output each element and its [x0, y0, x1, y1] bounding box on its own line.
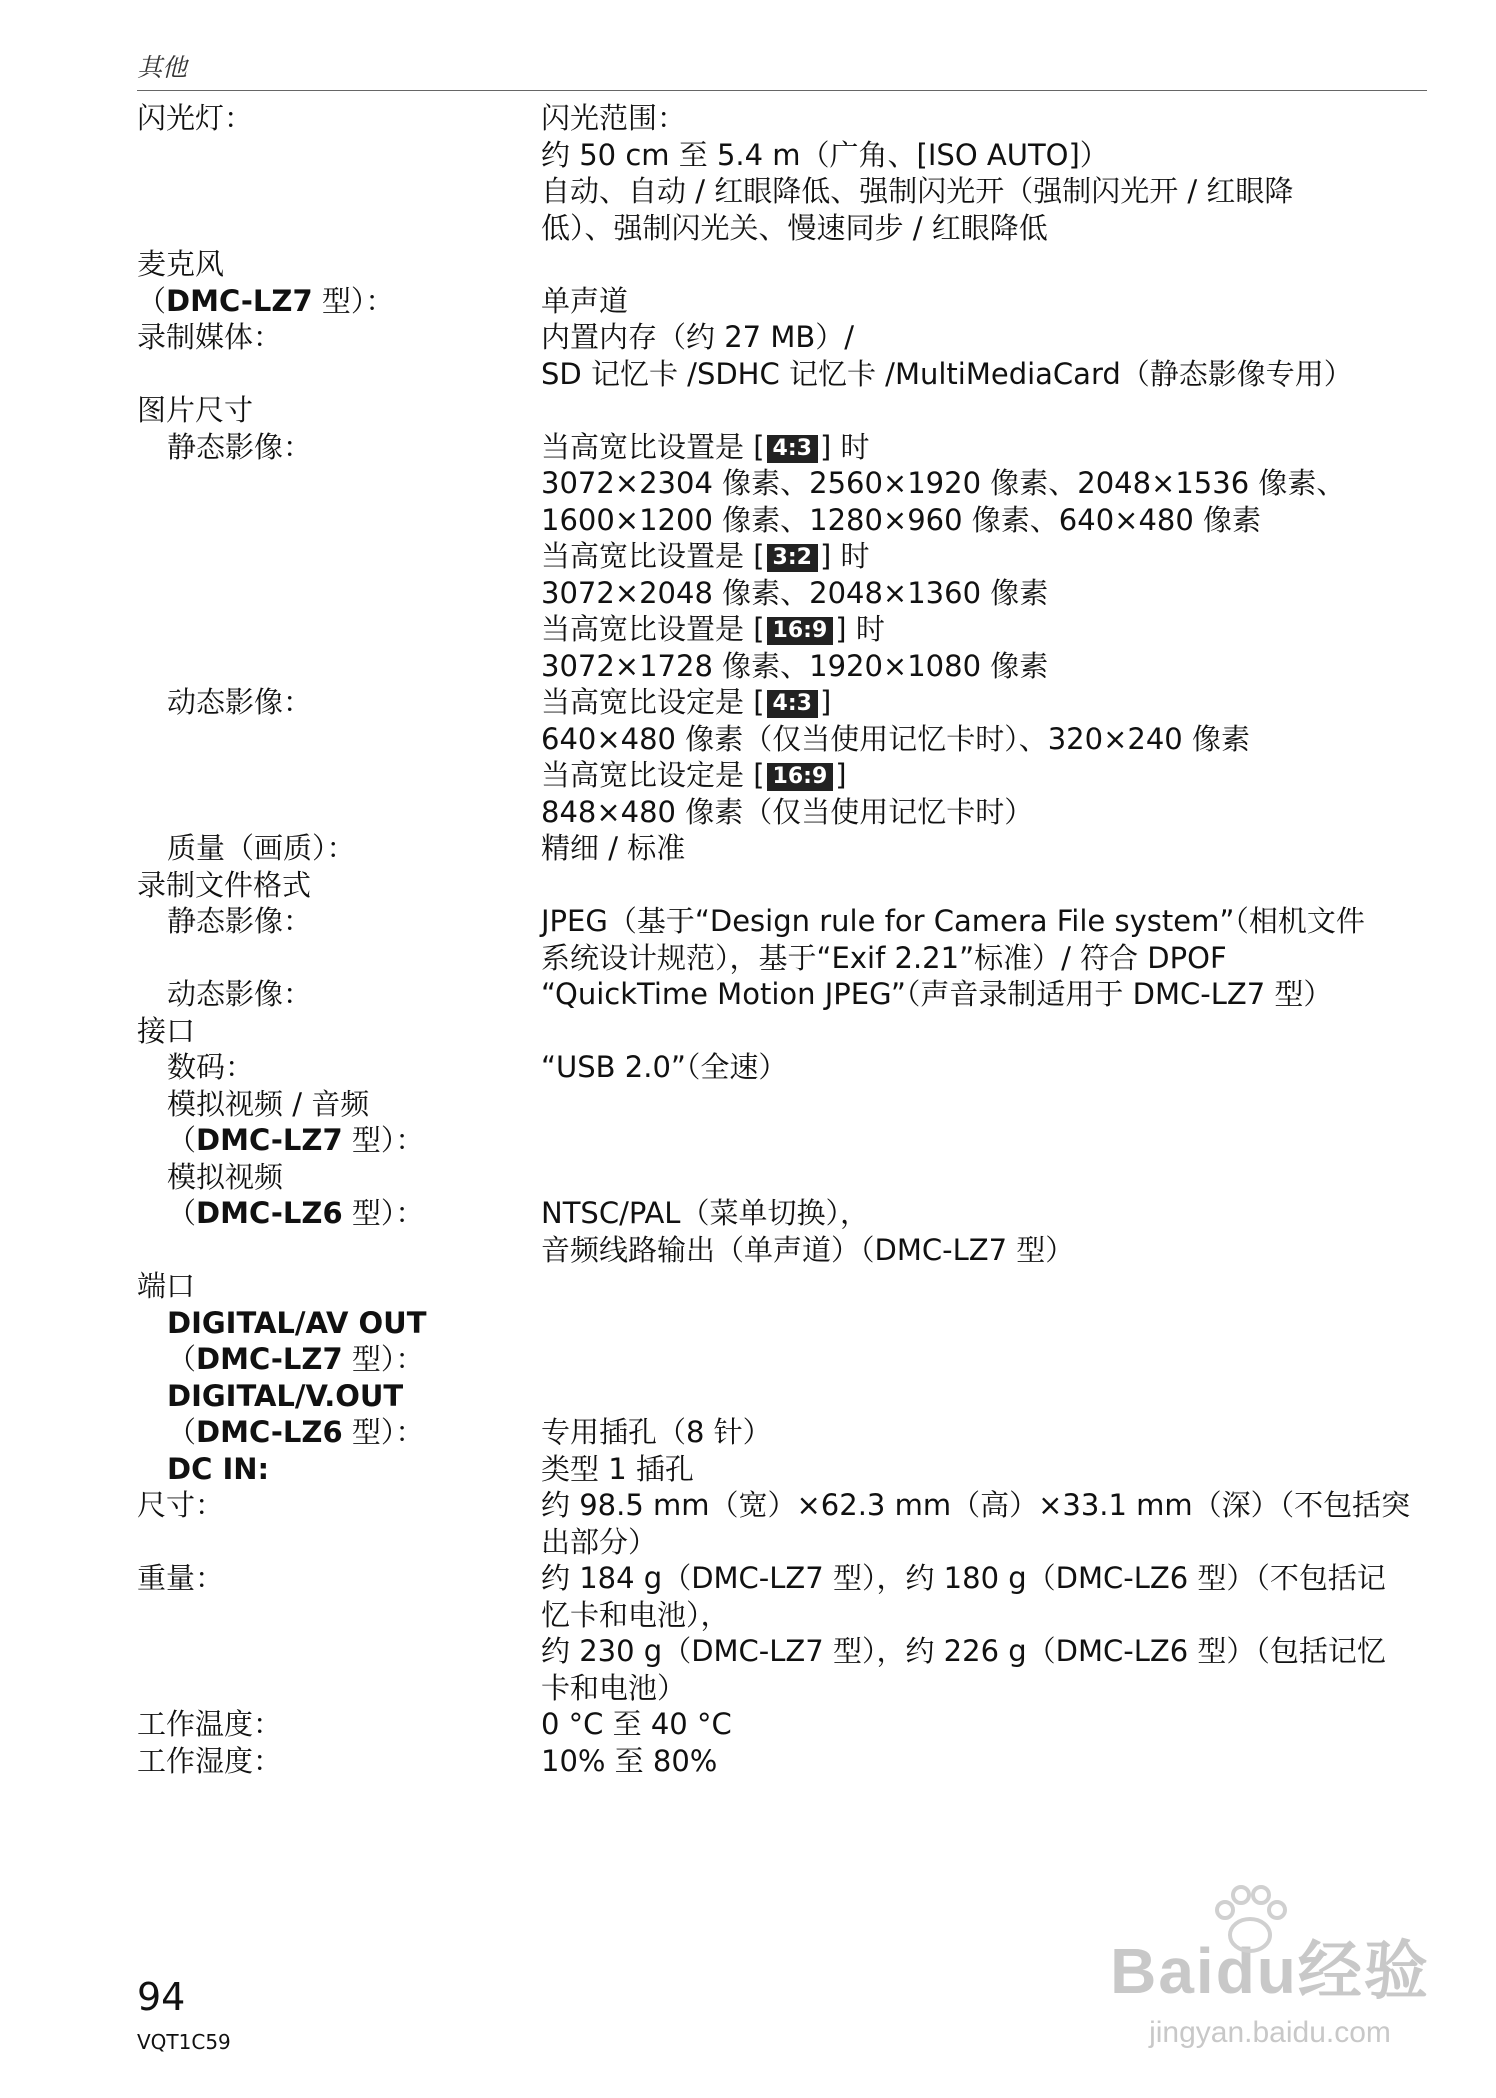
- spec-label: [137, 1743, 541, 1780]
- spec-label-line: 录制文件格式: [137, 867, 312, 902]
- spec-label-line: 模拟视频: [167, 1159, 284, 1194]
- spec-value-line: 约 184 g（DMC-LZ7 型），约 180 g（DMC-LZ6 型）（不包括记: [541, 1561, 1386, 1595]
- spec-value: [541, 1706, 1427, 1743]
- spec-label-line: 工作湿度：: [137, 1743, 283, 1778]
- spec-label: [137, 684, 541, 721]
- spec-label-line: 录制媒体：: [137, 320, 283, 354]
- spec-value-line: 自动、自动 / 红眼降低、强制闪光开（强制闪光开 / 红眼降: [541, 174, 1294, 208]
- spec-value-line: 3072×2048 像素、2048×1360 像素: [541, 575, 1049, 610]
- spec-value-line: 约 230 g（DMC-LZ7 型），约 226 g（DMC-LZ6 型）（包括记忆: [541, 1634, 1386, 1668]
- spec-value-line: 3072×1728 像素、1920×1080 像素: [541, 648, 1049, 683]
- aspect-ratio-icon: 4:3: [767, 435, 818, 463]
- spec-value-line: 专用插孔（8 针）: [541, 1415, 772, 1449]
- spec-value: [541, 1451, 1427, 1488]
- spec-value-line: 低）、强制闪光关、慢速同步 / 红眼降低: [541, 210, 1048, 245]
- spec-label-line: 麦克风: [137, 247, 225, 281]
- aspect-ratio-icon: 3:2: [767, 544, 818, 572]
- spec-label-line: 动态影像：: [167, 977, 313, 1011]
- spec-value: [541, 1305, 1427, 1451]
- spec-row: [137, 830, 1427, 867]
- spec-row: [137, 100, 1427, 246]
- spec-label-line: 质量（画质）：: [167, 831, 356, 865]
- spec-value-line: 单声道: [541, 283, 629, 318]
- baidu-watermark: [1085, 1920, 1455, 2070]
- spec-row: [137, 1451, 1427, 1488]
- page-number: 94: [137, 1975, 186, 2019]
- aspect-ratio-icon: 16:9: [767, 763, 834, 791]
- spec-row: [137, 246, 1427, 319]
- spec-value-line: [541, 1086, 1427, 1123]
- spec-value-line: [541, 392, 1427, 429]
- spec-label: [137, 1268, 541, 1305]
- spec-value: [541, 246, 1427, 319]
- spec-value-line: 约 98.5 mm（宽）×62.3 mm（高）×33.1 mm（深）（不包括突: [541, 1488, 1411, 1522]
- spec-value: [541, 1487, 1427, 1560]
- spec-label: [137, 903, 541, 940]
- spec-row: [137, 392, 1427, 429]
- spec-row: [137, 976, 1427, 1013]
- spec-value: [541, 1268, 1427, 1305]
- spec-value-line: NTSC/PAL（菜单切换），: [541, 1196, 869, 1230]
- spec-label: [137, 1305, 541, 1451]
- spec-value: [541, 1013, 1427, 1050]
- spec-value-line: [541, 1341, 1427, 1378]
- spec-value-line: 10% 至 80%: [541, 1743, 718, 1778]
- spec-label: [137, 1560, 541, 1597]
- spec-value-line: [541, 1268, 1427, 1305]
- watermark-url: jingyan.baidu.com: [1149, 2016, 1391, 2049]
- spec-label-line: 动态影像：: [167, 685, 313, 719]
- spec-label-line: DC IN:: [167, 1451, 270, 1486]
- spec-value-line: 当高宽比设定是 [ 16:9 ]: [541, 758, 847, 792]
- spec-value-line: [541, 1378, 1427, 1415]
- watermark-logo: Baidu经验: [1110, 1935, 1430, 2007]
- spec-value-line: 当高宽比设置是 [ 4:3 ] 时: [541, 429, 870, 464]
- spec-value-line: 闪光范围：: [541, 101, 687, 135]
- spec-value-line: [541, 246, 1427, 283]
- spec-label-line: 工作温度：: [137, 1707, 283, 1741]
- spec-label-line: 静态影像：: [167, 429, 313, 464]
- spec-label: [137, 1013, 541, 1050]
- spec-value: [541, 1743, 1427, 1780]
- spec-value-line: [541, 1159, 1427, 1196]
- spec-label: [137, 1049, 541, 1086]
- spec-label: [137, 1086, 541, 1232]
- spec-value-line: 848×480 像素（仅当使用记忆卡时）: [541, 794, 1034, 829]
- spec-row: [137, 1305, 1427, 1451]
- spec-value-line: 系统设计规范），基于“Exif 2.21”标准）/ 符合 DPOF: [541, 940, 1227, 975]
- spec-value: [541, 830, 1427, 867]
- spec-label-line: 尺寸：: [137, 1488, 225, 1522]
- spec-value-line: 约 50 cm 至 5.4 m（广角、[ISO AUTO]）: [541, 137, 1109, 172]
- spec-label-line: DIGITAL/V.OUT: [167, 1378, 404, 1413]
- spec-value: [541, 1049, 1427, 1086]
- spec-value-line: 640×480 像素（仅当使用记忆卡时）、320×240 像素: [541, 721, 1250, 756]
- spec-label-line: DIGITAL/AV OUT: [167, 1305, 427, 1340]
- spec-value-line: 类型 1 插孔: [541, 1451, 694, 1486]
- spec-label-line: 模拟视频 / 音频: [167, 1086, 370, 1121]
- spec-label: [137, 1706, 541, 1743]
- spec-value-line: [541, 1305, 1427, 1342]
- spec-row: [137, 1268, 1427, 1305]
- spec-label-line: 接口: [137, 1013, 196, 1048]
- spec-value: [541, 392, 1427, 429]
- spec-value-line: 0 °C 至 40 °C: [541, 1707, 732, 1741]
- spec-row: [137, 1706, 1427, 1743]
- spec-label-line: 静态影像：: [167, 904, 313, 938]
- spec-value-line: 卡和电池）: [541, 1670, 687, 1705]
- spec-value: [541, 100, 1427, 246]
- spec-label-line: （DMC-LZ7 型）：: [167, 1342, 425, 1376]
- spec-label-line: （DMC-LZ7 型）：: [167, 1123, 425, 1157]
- spec-value: [541, 429, 1427, 685]
- spec-label: [137, 246, 541, 319]
- spec-label: [137, 392, 541, 429]
- spec-value-line: 3072×2304 像素、2560×1920 像素、2048×1536 像素、: [541, 466, 1346, 500]
- spec-label-line: 数码：: [167, 1050, 255, 1084]
- spec-value-line: “QuickTime Motion JPEG”（声音录制适用于 DMC-LZ7 型）: [541, 977, 1333, 1011]
- spec-value-line: 精细 / 标准: [541, 831, 686, 865]
- spec-value-line: SD 记忆卡 /SDHC 记忆卡 /MultiMediaCard（静态影像专用）: [541, 356, 1353, 391]
- spec-table: [137, 100, 1427, 1779]
- spec-value-line: [541, 1122, 1427, 1159]
- spec-row: [137, 903, 1427, 976]
- spec-value: [541, 684, 1427, 830]
- spec-row: [137, 867, 1427, 904]
- spec-row: [137, 1743, 1427, 1780]
- spec-value-line: “USB 2.0”（全速）: [541, 1050, 788, 1084]
- spec-value: [541, 976, 1427, 1013]
- spec-label-line: 重量：: [137, 1561, 225, 1595]
- spec-value-line: 忆卡和电池），: [541, 1597, 730, 1632]
- spec-label-line: （DMC-LZ6 型）：: [167, 1196, 425, 1230]
- spec-row: [137, 1086, 1427, 1269]
- spec-label: [137, 867, 541, 904]
- spec-value-line: JPEG（基于“Design rule for Camera File system”（相机文件: [541, 904, 1365, 938]
- spec-value: [541, 867, 1427, 904]
- spec-value: [541, 1086, 1427, 1269]
- aspect-ratio-icon: 4:3: [767, 690, 818, 718]
- paw-icon: [1205, 1880, 1295, 1960]
- spec-label: [137, 1487, 541, 1524]
- spec-label-line: 端口: [137, 1269, 196, 1303]
- spec-label-line: 闪光灯：: [137, 101, 254, 135]
- spec-label: [137, 429, 541, 466]
- spec-value-line: 出部分）: [541, 1524, 658, 1559]
- spec-value-line: 当高宽比设定是 [ 4:3 ]: [541, 685, 832, 719]
- section-header: 其他: [137, 48, 1427, 91]
- spec-value: [541, 1560, 1427, 1706]
- spec-value: [541, 903, 1427, 976]
- spec-label-line: （DMC-LZ6 型）：: [167, 1415, 425, 1449]
- spec-row: [137, 1013, 1427, 1050]
- spec-value-line: [541, 867, 1427, 904]
- spec-value-line: 当高宽比设置是 [ 3:2 ] 时: [541, 539, 870, 573]
- spec-row: [137, 684, 1427, 830]
- spec-value-line: 当高宽比设置是 [ 16:9 ] 时: [541, 612, 885, 646]
- spec-label: [137, 319, 541, 356]
- aspect-ratio-icon: 16:9: [767, 617, 834, 645]
- spec-label: [137, 976, 541, 1013]
- spec-value: [541, 319, 1427, 392]
- spec-label: [137, 100, 541, 137]
- spec-row: [137, 319, 1427, 392]
- document-code: VQT1C59: [137, 2030, 231, 2054]
- spec-value-line: 内置内存（约 27 MB）/: [541, 320, 855, 354]
- spec-row: [137, 429, 1427, 685]
- spec-row: [137, 1049, 1427, 1086]
- spec-label-line: 图片尺寸: [137, 393, 254, 427]
- spec-label: [137, 1451, 541, 1488]
- spec-value-line: [541, 1013, 1427, 1050]
- spec-row: [137, 1560, 1427, 1706]
- spec-value-line: 1600×1200 像素、1280×960 像素、640×480 像素: [541, 502, 1262, 537]
- spec-row: [137, 1487, 1427, 1560]
- spec-label-line: （DMC-LZ7 型）：: [137, 283, 395, 318]
- spec-value-line: 音频线路输出（单声道）（DMC-LZ7 型）: [541, 1232, 1075, 1267]
- spec-label: [137, 830, 541, 867]
